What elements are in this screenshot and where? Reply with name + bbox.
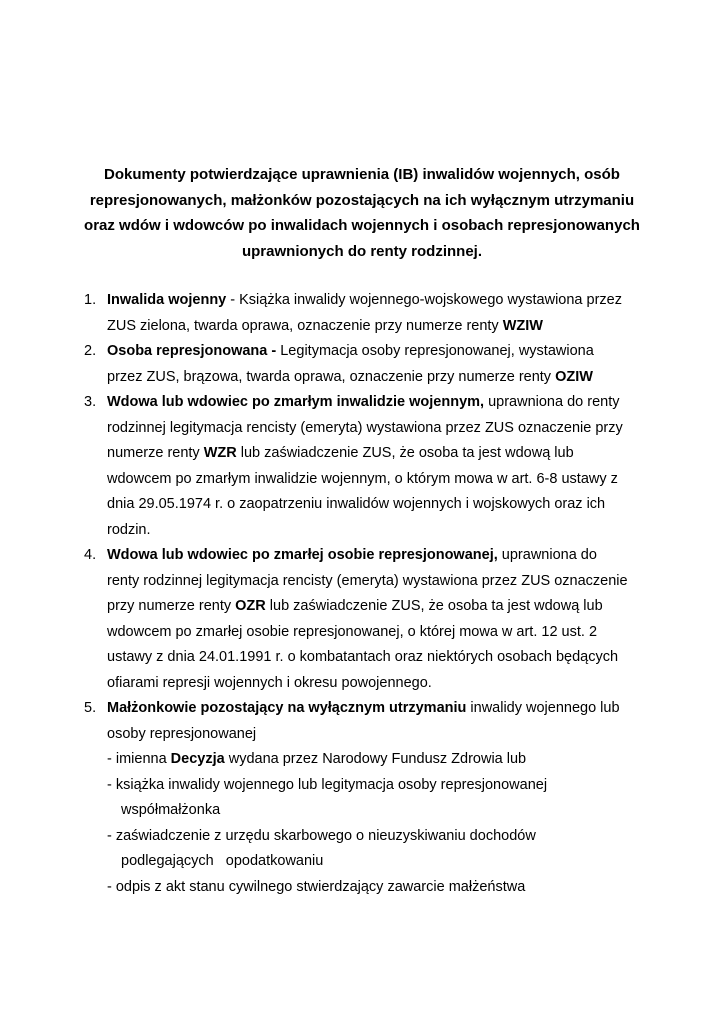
document-list <box>0 288 724 900</box>
item-line: ofiarami represji wojennych i okresu powojennego. <box>107 674 432 691</box>
item-line: Wdowa lub wdowiec po zmarłej osobie represjonowanej, uprawniona do <box>107 547 597 563</box>
sub-item-continuation: współmałżonka <box>121 802 221 818</box>
sub-item: - zaświadczenie z urzędu skarbowego o nieuzyskiwaniu dochodów <box>107 827 536 844</box>
list-item-1 <box>0 288 667 339</box>
sub-item: - odpis z akt stanu cywilnego stwierdzający zawarcie małżeństwa <box>107 878 526 895</box>
sub-item: - książka inwalidy wojennego lub legitymacja osoby represjonowanej <box>107 776 548 793</box>
item-line: wdowcem po zmarłym inwalidzie wojennym, o którym mowa w art. 6-8 ustawy z <box>107 470 618 487</box>
item-heading: Inwalida wojenny <box>107 292 227 308</box>
list-number: 3. <box>84 394 97 410</box>
item-heading: Osoba represjonowana - <box>107 343 277 359</box>
item-line: osoby represjonowanej <box>107 725 257 742</box>
item-heading: Małżonkowie pozostający na wyłącznym utrzymaniu <box>107 700 467 716</box>
document-title <box>60 162 664 264</box>
item-line: przy numerze renty OZR lub zaświadczenie ZUS, że osoba ta jest wdową lub <box>107 598 603 614</box>
item-heading: Wdowa lub wdowiec po zmarłej osobie represjonowanej, <box>107 547 498 563</box>
rent-code: WZIW <box>502 317 543 334</box>
rent-code: OZR <box>235 598 266 614</box>
item-heading: Wdowa lub wdowiec po zmarłym inwalidzie wojennym, <box>107 394 485 410</box>
item-line: Małżonkowie pozostający na wyłącznym utrzymaniu inwalidy wojennego lub <box>107 700 620 716</box>
sub-item: - imienna Decyzja wydana przez Narodowy Fundusz Zdrowia lub <box>107 751 527 767</box>
title-line: represjonowanych, małżonków pozostających na ich wyłącznym utrzymaniu <box>89 191 635 209</box>
item-line: ustawy z dnia 24.01.1991 r. o kombatantach oraz niektórych osobach będących <box>107 649 619 665</box>
item-line: ZUS zielona, twarda oprawa, oznaczenie przy numerze renty WZIW <box>107 317 543 334</box>
list-number: 4. <box>84 547 97 563</box>
item-line: Wdowa lub wdowiec po zmarłym inwalidzie wojennym, uprawniona do renty <box>107 394 620 410</box>
decision-label: Decyzja <box>170 751 225 767</box>
title-line: Dokumenty potwierdzające uprawnienia (IB) inwalidów wojennych, osób <box>104 166 620 183</box>
list-item-4 <box>0 543 667 696</box>
list-number: 1. <box>84 292 97 308</box>
title-line: oraz wdów i wdowców po inwalidach wojennych i osobach represjonowanych <box>84 217 640 234</box>
list-item-3 <box>0 390 667 543</box>
list-number: 2. <box>84 343 97 359</box>
list-number: 5. <box>84 700 97 716</box>
item-line: wdowcem po zmarłej osobie represjonowanej, o której mowa w art. 12 ust. 2 <box>107 623 598 640</box>
item-line: przez ZUS, brązowa, twarda oprawa, oznaczenie przy numerze renty OZIW <box>107 368 593 385</box>
rent-code: OZIW <box>555 368 593 385</box>
item-line: dnia 29.05.1974 r. o zaopatrzeniu inwalidów wojennych i wojskowych oraz ich <box>107 496 606 512</box>
item-line: rodzinnej legitymacja rencisty (emeryta) wystawiona przez ZUS oznaczenie przy <box>107 419 623 436</box>
rent-code: WZR <box>203 445 237 461</box>
item-line: Inwalida wojenny - Książka inwalidy wojennego-wojskowego wystawiona przez <box>107 292 622 308</box>
item-line: renty rodzinnej legitymacja rencisty (emeryta) wystawiona przez ZUS oznaczenie <box>107 572 628 589</box>
item-line: rodzin. <box>107 521 151 538</box>
sub-item-continuation: podlegających opodatkowaniu <box>121 853 324 869</box>
list-item-5 <box>0 696 667 900</box>
item-line: numerze renty WZR lub zaświadczenie ZUS, że osoba ta jest wdową lub <box>107 445 574 461</box>
item-line: Osoba represjonowana - Legitymacja osoby represjonowanej, wystawiona <box>107 343 594 359</box>
list-item-2 <box>0 339 667 390</box>
title-line: uprawnionych do renty rodzinnej. <box>241 242 482 260</box>
